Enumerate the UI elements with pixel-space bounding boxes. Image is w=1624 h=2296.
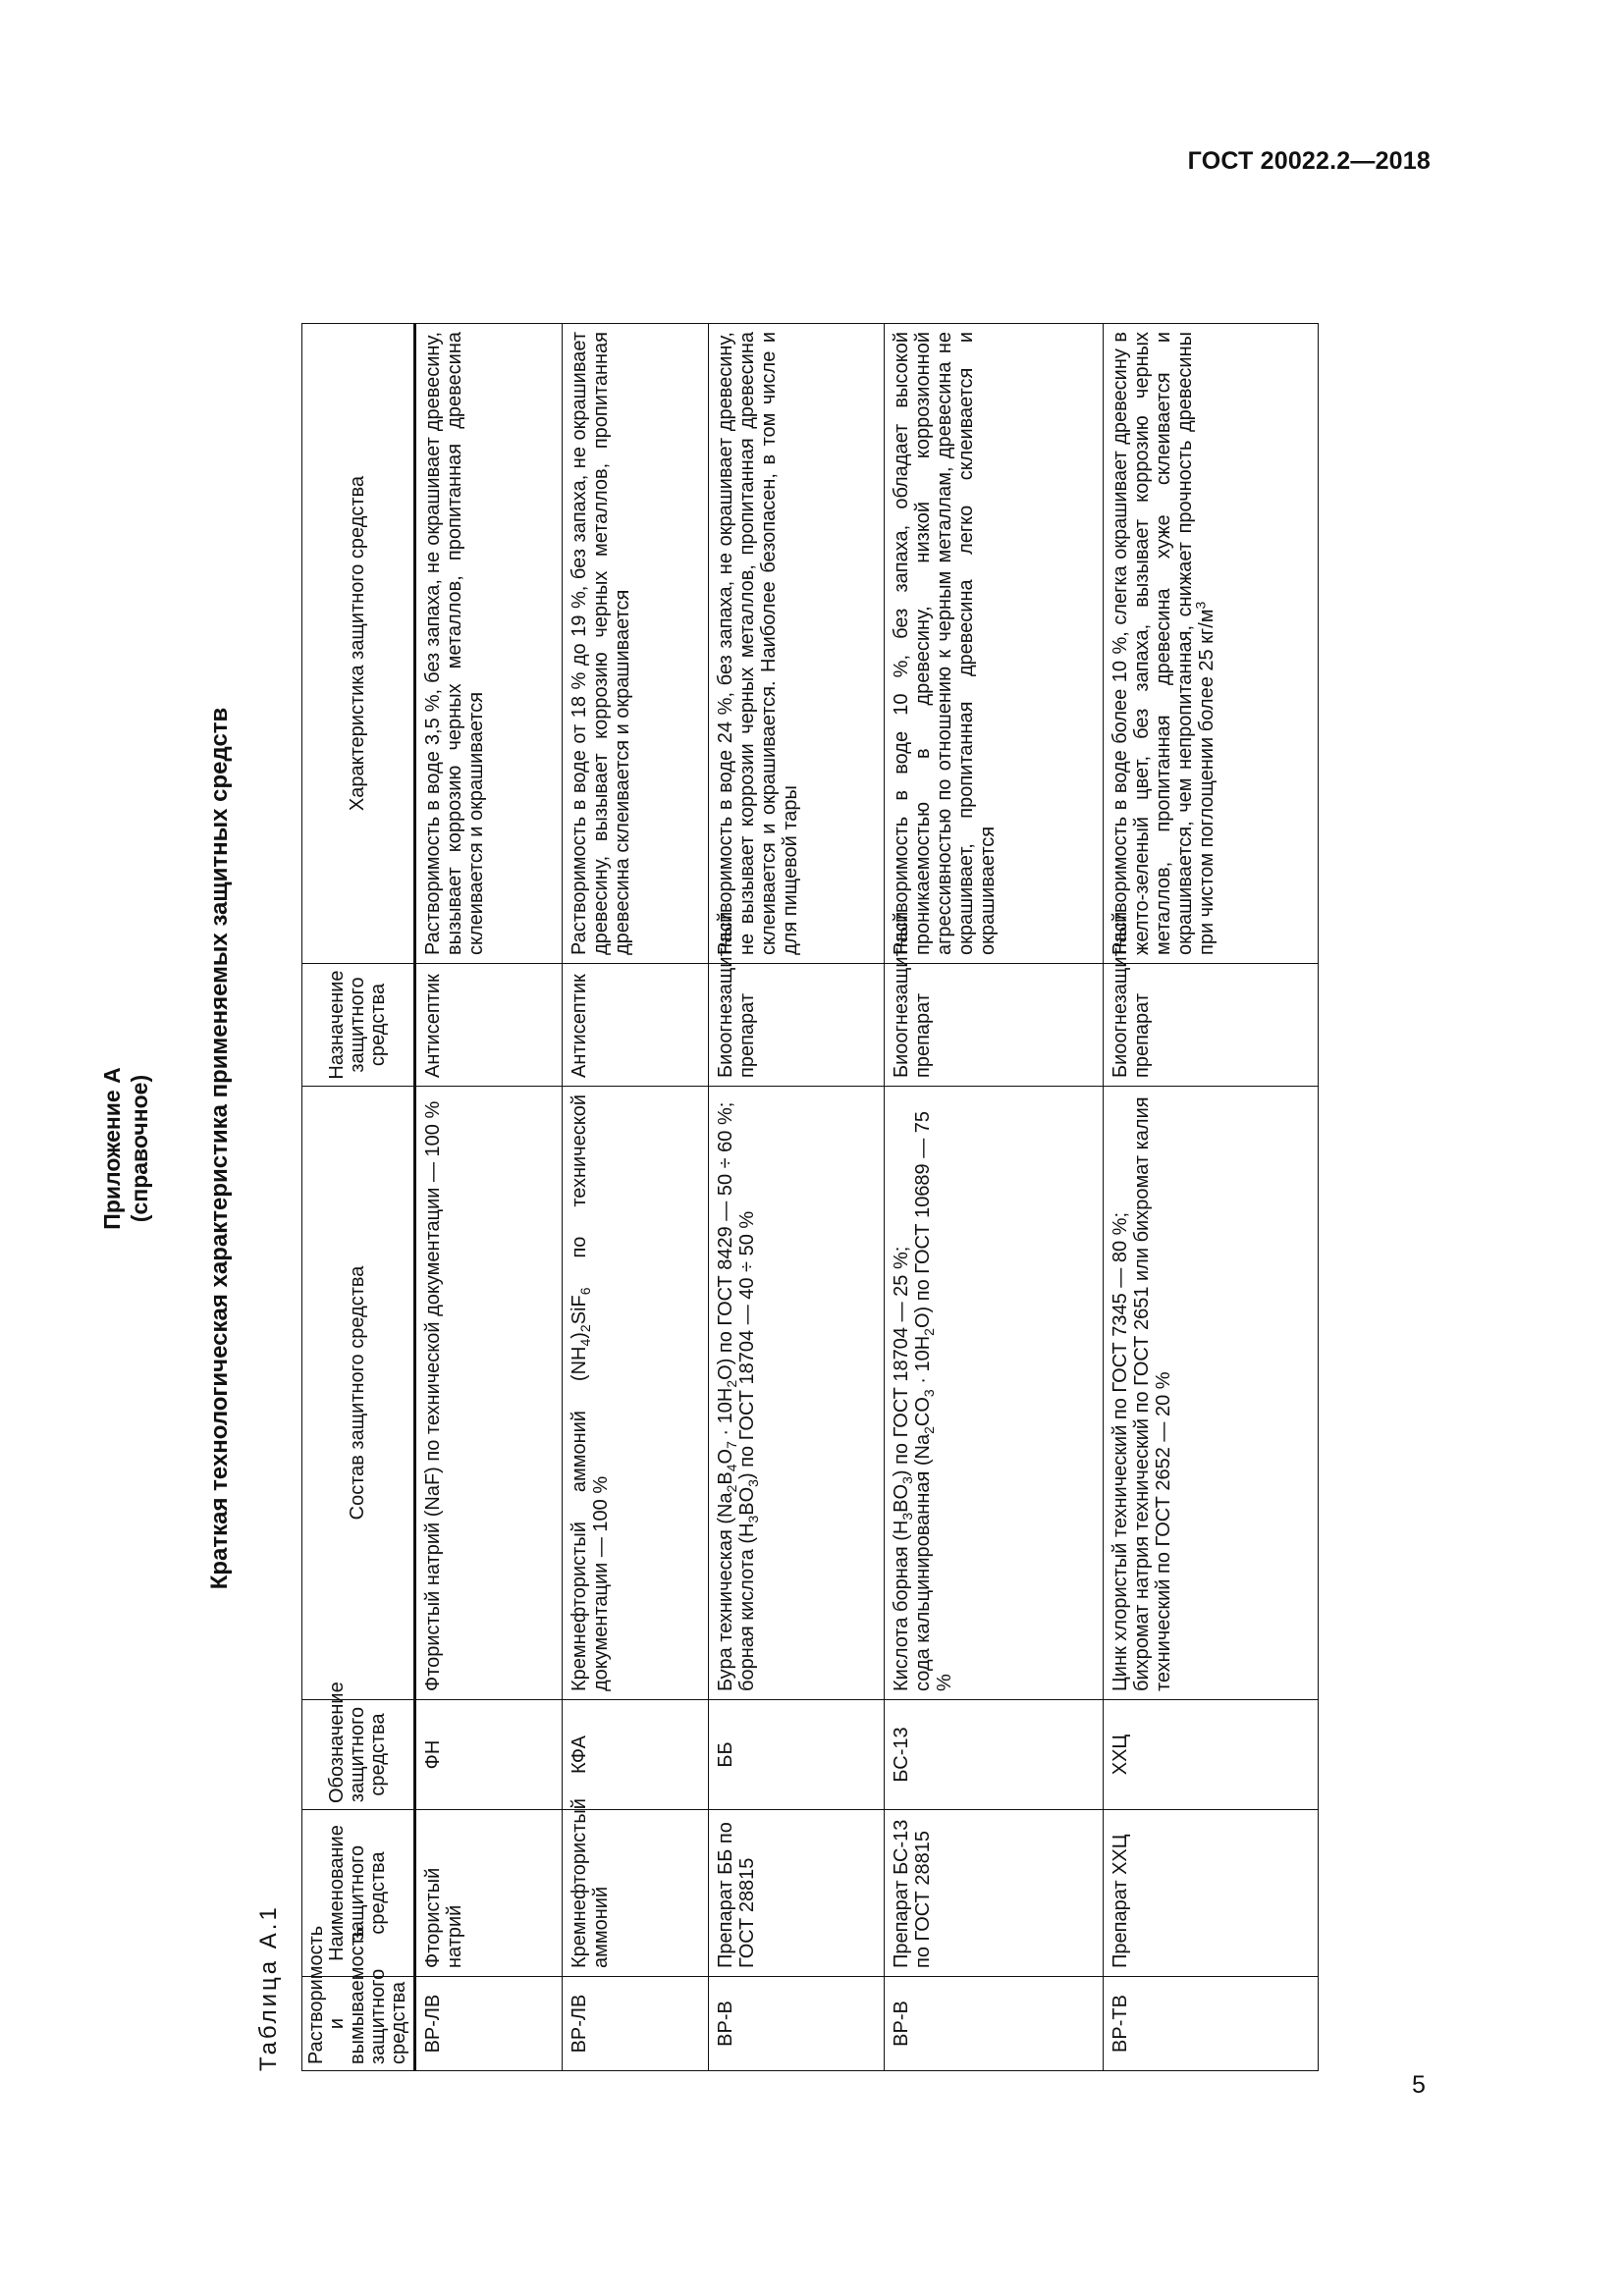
table-row xyxy=(885,324,1104,2071)
cell-solubility: ВР-ЛВ xyxy=(563,1977,709,2071)
cell-purpose: Биоогнезащитный препарат xyxy=(1104,964,1319,1087)
rotated-content xyxy=(98,226,1365,2071)
cell-composition: Цинк хлористый технический по ГОСТ 7345 — 80 %; бихромат натрия технический по ГОСТ 2651 или бихромат калия технический по ГОСТ 2652 — 20 % xyxy=(1104,1087,1319,1700)
appendix-title: Приложение А xyxy=(99,1067,125,1230)
document-standard-header: ГОСТ 20022.2—2018 xyxy=(1187,147,1431,175)
cell-composition: Фтористый натрий (NaF) по технической документации — 100 % xyxy=(415,1087,563,1700)
cell-purpose: Биоогнезащитный препарат xyxy=(885,964,1104,1087)
cell-composition: Кремнефтористый аммоний $(NH_4)_2SiF_6$ по технической документации — 100 % xyxy=(563,1087,709,1700)
table-title: Краткая технологическая характеристика применяемых защитных средств xyxy=(206,707,233,1590)
header-code: Обозначение защитного средства xyxy=(302,1700,415,1810)
cell-code: КФА xyxy=(563,1700,709,1810)
page-number: 5 xyxy=(1412,2071,1426,2099)
cell-characteristic: Растворимость в воде от 18 % до 19 %, без запаха, не окрашивает древесину, вызывает коррозию черных металлов, пропитанная древесина склеивается и окрашивается xyxy=(563,324,709,964)
cell-characteristic: Растворимость в воде 24 %, без запаха, не окрашивает древесину, не вызывает коррозии черных металлов, пропитанная древесина склеивается и окрашивается. Наиболее безопасен, в том числе и для пищевой тары xyxy=(709,324,885,964)
cell-solubility: ВР-ТВ xyxy=(1104,1977,1319,2071)
cell-characteristic: Растворимость в воде 3,5 %, без запаха, не окрашивает древесину, вызывает коррозию черных металлов, пропитанная древесина склеивается и окрашивается xyxy=(415,324,563,964)
cell-characteristic: Растворимость в воде более 10 %, слегка окрашивает древесину в желто-зеленый цвет, без запаха, вызывает коррозию черных металлов, пропитанная древесина хуже склеивается и окрашивается, чем непропитанная, снижает прочность древесины при чистом поглощении более 25 $кг/м^3$ xyxy=(1104,324,1319,964)
cell-characteristic: Растворимость в воде 10 %, без запаха, обладает высокой проникаемостью в древесину, низкой коррозионной агрессивностью по отношению к черным металлам, древесина не окрашивает, пропитанная древесина легко склеивается и окрашивается xyxy=(885,324,1104,964)
cell-purpose: Антисептик xyxy=(415,964,563,1087)
table-caption: Таблица А.1 xyxy=(255,1904,282,2071)
header-solubility: Растворимость и вымываемость защитного средства xyxy=(302,1977,415,2071)
cell-solubility: ВР-В xyxy=(709,1977,885,2071)
cell-name: Препарат БС-13 по ГОСТ 28815 xyxy=(885,1810,1104,1977)
header-name: Наименование защитного средства xyxy=(302,1810,415,1977)
cell-purpose: Биоогнезащитный препарат xyxy=(709,964,885,1087)
cell-solubility: ВР-ЛВ xyxy=(415,1977,563,2071)
header-composition: Состав защитного средства xyxy=(302,1087,415,1700)
cell-code: ББ xyxy=(709,1700,885,1810)
protective-agents-table xyxy=(301,323,1319,2071)
cell-name: Кремнефтористый аммоний xyxy=(563,1810,709,1977)
table-header-row xyxy=(302,324,415,2071)
cell-code: ХХЦ xyxy=(1104,1700,1319,1810)
table-row xyxy=(563,324,709,2071)
table-row xyxy=(709,324,885,2071)
cell-code: БС-13 xyxy=(885,1700,1104,1810)
cell-name: Фтористый натрий xyxy=(415,1810,563,1977)
table-row xyxy=(415,324,563,2071)
cell-composition: Кислота борная $(H_3BO_3)$ по ГОСТ 18704 — 25 %; сода кальцинированная $(Na_2CO_3 \cdot 10H_2O)$ по ГОСТ 10689 — 75 % xyxy=(885,1087,1104,1700)
cell-composition: Бура техническая $(Na_2B_4O_7 \cdot 10H_2O)$ по ГОСТ 8429 — 50 ÷ 60 %; борная кислота $(H_3BO_3)$ по ГОСТ 18704 — 40 ÷ 50 % xyxy=(709,1087,885,1700)
cell-name: Препарат ХХЦ xyxy=(1104,1810,1319,1977)
appendix-heading xyxy=(98,226,153,2071)
cell-code: ФН xyxy=(415,1700,563,1810)
cell-name: Препарат ББ по ГОСТ 28815 xyxy=(709,1810,885,1977)
cell-solubility: ВР-В xyxy=(885,1977,1104,2071)
table-row xyxy=(1104,324,1319,2071)
appendix-subtitle: (справочное) xyxy=(127,1074,152,1223)
cell-purpose: Антисептик xyxy=(563,964,709,1087)
header-characteristic: Характеристика защитного средства xyxy=(302,324,415,964)
header-purpose: Назначение защитного средства xyxy=(302,964,415,1087)
